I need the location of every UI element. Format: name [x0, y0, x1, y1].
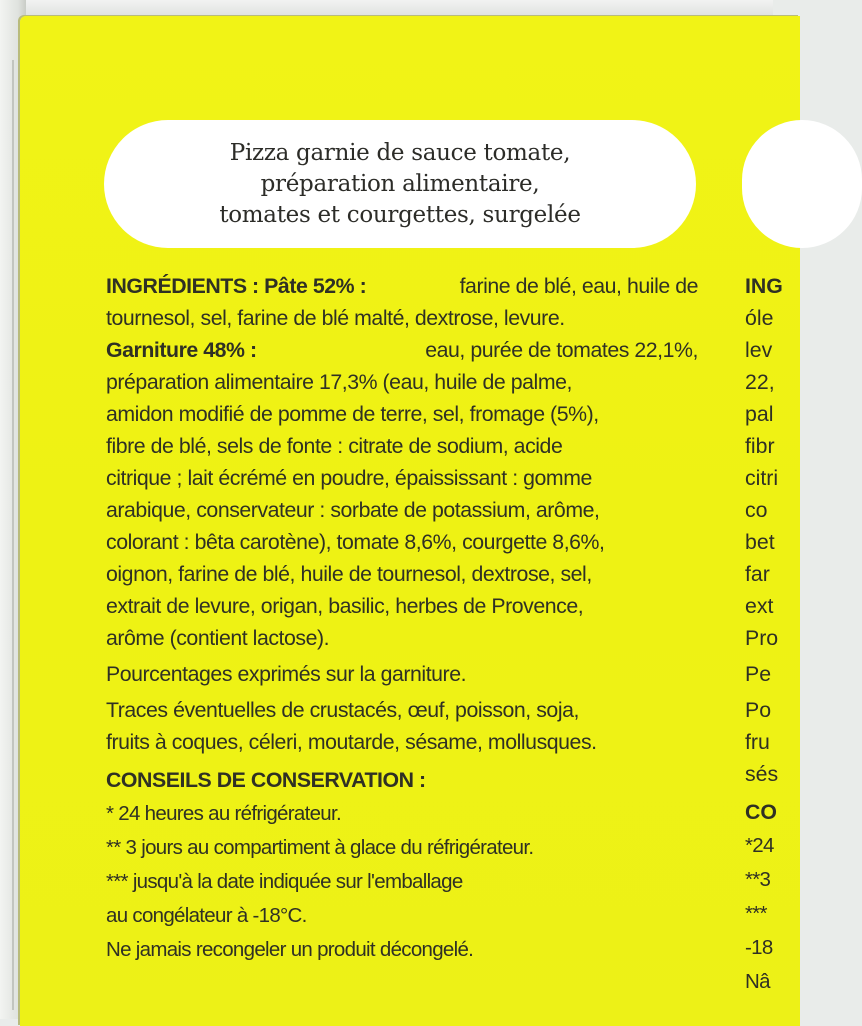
product-title-banner [104, 120, 696, 248]
product-title-line-1: Pizza garnie de sauce tomate, [229, 139, 571, 166]
ingredients-line-9: colorant : bêta carotène), tomate 8,6%, courgette 8,6%, [106, 530, 605, 554]
adjacent-line: fru [745, 730, 770, 754]
conservation-line-5: Ne jamais recongeler un produit décongelé. [106, 938, 474, 961]
ingredients-line-3 [106, 334, 698, 366]
ingredients-line-12: arôme (contient lactose). [106, 626, 330, 650]
ingredients-line-6: fibre de blé, sels de fonte : citrate de sodium, acide [106, 434, 563, 458]
ingredients-line-4: préparation alimentaire 17,3% (eau, huile de palme, [106, 370, 572, 394]
percentages-note: Pourcentages exprimés sur la garniture. [106, 662, 467, 686]
traces-line-1: Traces éventuelles de crustacés, œuf, poisson, soja, [106, 698, 579, 722]
adjacent-line: fibr [745, 434, 775, 458]
adjacent-line: co [745, 498, 768, 522]
ingredients-line-1 [106, 270, 698, 302]
ingredients-line-5: amidon modifié de pomme de terre, sel, fromage (5%), [106, 402, 599, 426]
adjacent-line: far [745, 562, 770, 586]
adjacent-line: bet [745, 530, 775, 554]
adjacent-title-banner [742, 120, 862, 248]
conservation-line-3: *** jusqu'à la date indiquée sur l'emballage [106, 870, 463, 893]
ingredients-heading: INGRÉDIENTS : Pâte 52% : [106, 274, 367, 298]
product-title-line-3: tomates et courgettes, surgelée [219, 201, 581, 228]
ingredients-line-3-rest: eau, purée de tomates 22,1%, [425, 338, 698, 362]
ingredients-line-2: tournesol, sel, farine de blé malté, dextrose, levure. [106, 306, 565, 330]
conservation-heading: CONSEILS DE CONSERVATION : [106, 768, 426, 792]
adjacent-line: *** [745, 902, 767, 925]
ingredients-line-1-rest: farine de blé, eau, huile de [459, 274, 698, 298]
adjacent-line: Po [745, 698, 772, 722]
adjacent-line: Pro [745, 626, 779, 650]
adjacent-line: ext [745, 594, 774, 618]
ingredients-block [106, 270, 698, 966]
ingredients-line-10: oignon, farine de blé, huile de tournesol, dextrose, sel, [106, 562, 592, 586]
adjacent-line: Nâ [745, 970, 770, 993]
adjacent-line: -18 [745, 936, 773, 959]
traces-line-2: fruits à coques, céleri, moutarde, sésame, mollusques. [106, 730, 597, 754]
conservation-line-1: * 24 heures au réfrigérateur. [106, 802, 341, 825]
adjacent-line: citri [745, 466, 779, 490]
adjacent-line: CO [745, 800, 777, 824]
conservation-line-2: ** 3 jours au compartiment à glace du réfrigérateur. [106, 836, 534, 859]
adjacent-line: óle [745, 306, 774, 330]
product-title-line-2: préparation alimentaire, [260, 170, 540, 197]
adjacent-line: 22, [745, 370, 775, 394]
adjacent-line: ING [745, 274, 783, 298]
adjacent-line: pal [745, 402, 774, 426]
ingredients-line-8: arabique, conservateur : sorbate de potassium, arôme, [106, 498, 600, 522]
conservation-line-4: au congélateur à -18°C. [106, 904, 307, 927]
adjacent-line: sés [745, 762, 779, 786]
adjacent-line: lev [745, 338, 773, 362]
box-fold-line [12, 60, 14, 1010]
adjacent-line: *24 [745, 834, 774, 857]
adjacent-line: Pe [745, 662, 772, 686]
adjacent-line: **3 [745, 868, 771, 891]
ingredients-line-7: citrique ; lait écrémé en poudre, épaississant : gomme [106, 466, 592, 490]
garniture-heading: Garniture 48% : [106, 338, 257, 362]
ingredients-line-11: extrait de levure, origan, basilic, herbes de Provence, [106, 594, 584, 618]
adjacent-column-text [745, 270, 805, 998]
